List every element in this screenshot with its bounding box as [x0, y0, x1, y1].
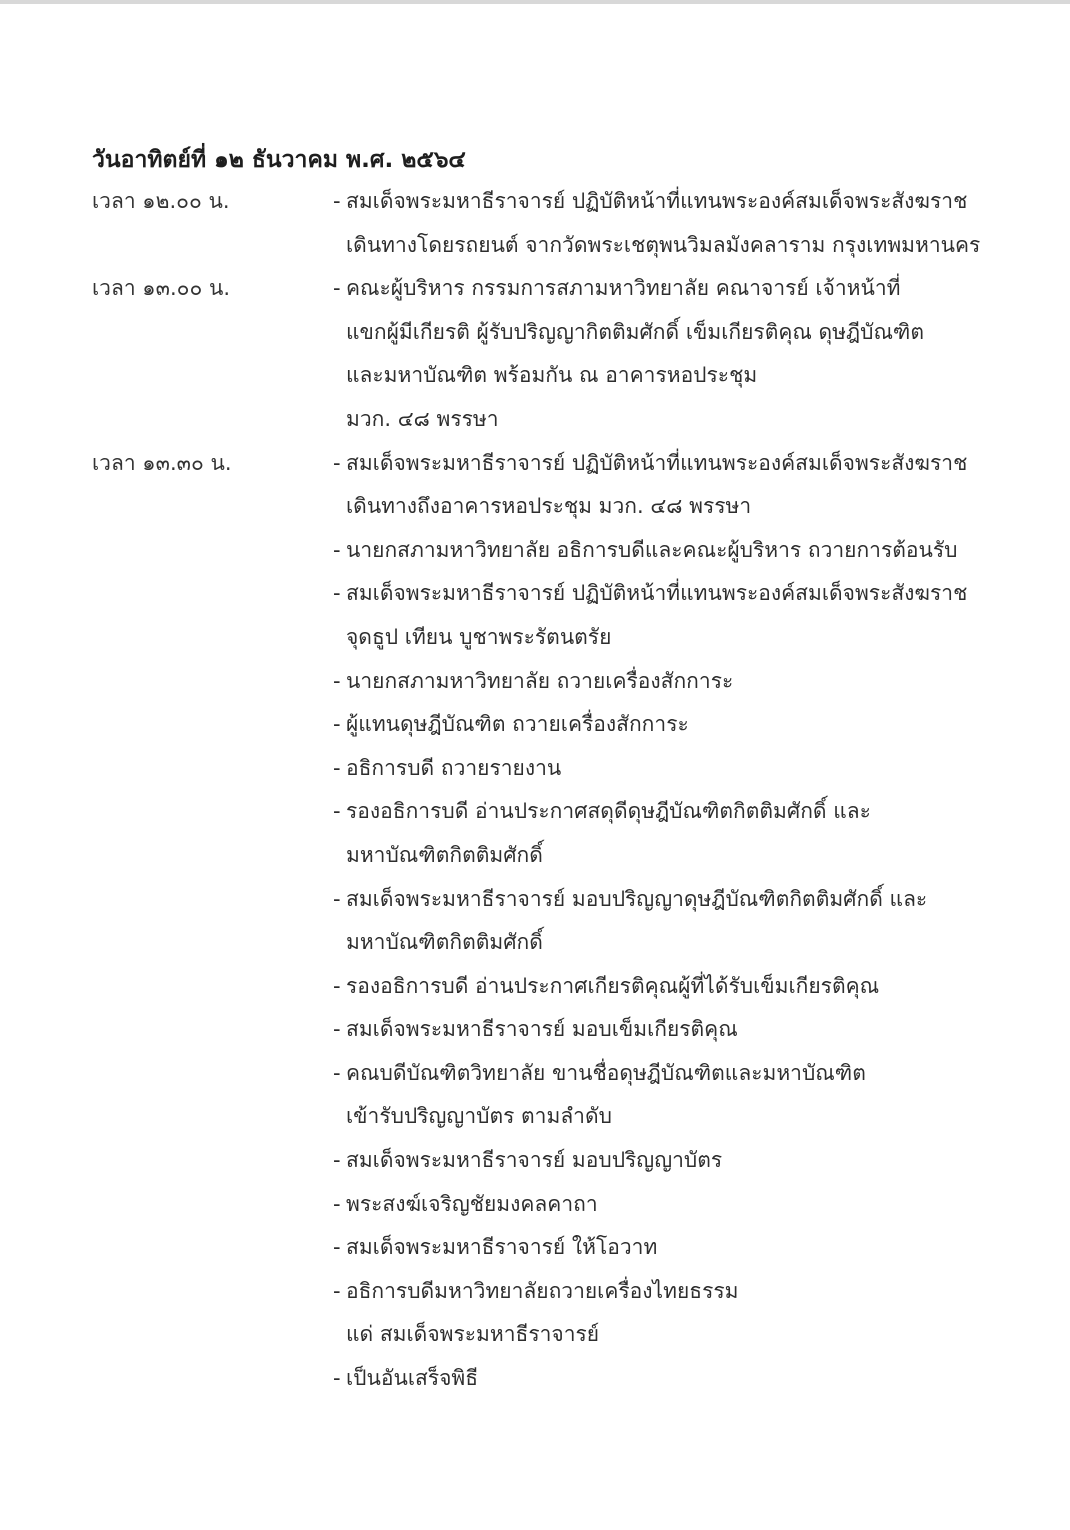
bullet-dash: -	[333, 755, 341, 780]
agenda-item	[333, 1183, 992, 1227]
agenda-item-line: สมเด็จพระมหาธีราจารย์ ให้โอวาท	[346, 1235, 658, 1260]
agenda-item-line: แขกผู้มีเกียรติ ผู้รับปริญญากิตติมศักดิ์ เข็มเกียรติคุณ ดุษฎีบัณฑิต	[346, 319, 924, 344]
bullet-dash: -	[333, 1191, 341, 1216]
bullet-dash: -	[333, 1060, 341, 1085]
agenda-item-line: ผู้แทนดุษฎีบัณฑิต ถวายเครื่องสักการะ	[346, 712, 689, 737]
agenda-item-line: สมเด็จพระมหาธีราจารย์ มอบเข็มเกียรติคุณ	[346, 1017, 738, 1042]
agenda-item	[333, 1139, 992, 1183]
agenda-item	[333, 703, 992, 747]
agenda-item-line: เดินทางถึงอาคารหอประชุม มวก. ๔๘ พรรษา	[346, 494, 752, 519]
agenda-item-line: และมหาบัณฑิต พร้อมกัน ณ อาคารหอประชุม	[346, 363, 758, 388]
bullet-dash: -	[333, 1366, 341, 1391]
agenda-item-line: สมเด็จพระมหาธีราจารย์ ปฏิบัติหน้าที่แทนพระองค์สมเด็จพระสังฆราช	[346, 189, 968, 213]
bullet-dash: -	[333, 1148, 341, 1173]
bullet-dash: -	[333, 886, 341, 911]
time-label: เวลา ๑๒.๐๐ น.	[92, 189, 230, 213]
agenda-item	[333, 878, 992, 965]
agenda-item	[333, 1226, 992, 1270]
agenda-item-line: มหาบัณฑิตกิตติมศักดิ์	[346, 930, 543, 955]
document-heading: วันอาทิตย์ที่ ๑๒ ธันวาคม พ.ศ. ๒๕๖๔	[92, 147, 466, 173]
agenda-item-line: นายกสภามหาวิทยาลัย อธิการบดีและคณะผู้บริหาร ถวายการต้อนรับ	[346, 537, 958, 562]
agenda-item	[333, 1357, 992, 1401]
agenda-item	[333, 1052, 992, 1139]
top-edge-bar	[0, 0, 1070, 4]
bullet-dash: -	[333, 276, 341, 301]
agenda-item-line: รองอธิการบดี อ่านประกาศเกียรติคุณผู้ที่ได้รับเข็มเกียรติคุณ	[346, 973, 880, 998]
agenda-item	[333, 267, 992, 441]
agenda-item-line: อธิการบดี ถวายรายงาน	[346, 755, 562, 780]
bullet-dash: -	[333, 581, 341, 606]
agenda-item-line: จุดธูป เทียน บูชาพระรัตนตรัย	[346, 624, 612, 649]
agenda-item	[333, 1008, 992, 1052]
bullet-dash: -	[333, 712, 341, 737]
bullet-dash: -	[333, 189, 341, 213]
time-label: เวลา ๑๓.๓๐ น.	[92, 450, 232, 475]
bullet-dash: -	[333, 1235, 341, 1260]
bullet-dash: -	[333, 1017, 341, 1042]
agenda-item	[333, 965, 992, 1009]
bullet-dash: -	[333, 1278, 341, 1303]
agenda-item	[333, 790, 992, 877]
agenda-item-line: เป็นอันเสร็จพิธี	[346, 1366, 479, 1391]
agenda-item	[333, 180, 992, 267]
agenda-item-line: สมเด็จพระมหาธีราจารย์ ปฏิบัติหน้าที่แทนพระองค์สมเด็จพระสังฆราช	[346, 450, 968, 475]
agenda-item-line: คณบดีบัณฑิตวิทยาลัย ขานชื่อดุษฎีบัณฑิตและมหาบัณฑิต	[346, 1060, 866, 1085]
agenda-item-line: อธิการบดีมหาวิทยาลัยถวายเครื่องไทยธรรม	[346, 1278, 739, 1303]
agenda-item	[333, 442, 992, 529]
agenda-item-line: คณะผู้บริหาร กรรมการสภามหาวิทยาลัย คณาจารย์ เจ้าหน้าที่	[346, 276, 901, 301]
agenda-items	[333, 267, 992, 441]
agenda-item	[333, 747, 992, 791]
schedule-list	[92, 180, 992, 1401]
agenda-items	[333, 180, 992, 267]
bullet-dash: -	[333, 799, 341, 824]
agenda-item	[333, 660, 992, 704]
agenda-item-line: เดินทางโดยรถยนต์ จากวัดพระเชตุพนวิมลมังคลาราม กรุงเทพมหานคร	[346, 232, 981, 257]
agenda-item-line: นายกสภามหาวิทยาลัย ถวายเครื่องสักการะ	[346, 668, 734, 693]
schedule-slot	[92, 267, 992, 441]
agenda-item-line: มวก. ๔๘ พรรษา	[346, 406, 499, 431]
schedule-document	[92, 140, 992, 1401]
time-label: เวลา ๑๓.๐๐ น.	[92, 276, 231, 301]
agenda-item-line: สมเด็จพระมหาธีราจารย์ มอบปริญญาดุษฎีบัณฑิตกิตติมศักดิ์ และ	[346, 886, 928, 911]
bullet-dash: -	[333, 973, 341, 998]
agenda-item-line: สมเด็จพระมหาธีราจารย์ ปฏิบัติหน้าที่แทนพระองค์สมเด็จพระสังฆราช	[346, 581, 968, 606]
agenda-item	[333, 529, 992, 573]
agenda-item	[333, 572, 992, 659]
agenda-item	[333, 1270, 992, 1357]
agenda-item-line: พระสงฆ์เจริญชัยมงคลคาถา	[346, 1191, 598, 1216]
agenda-item-line: เข้ารับปริญญาบัตร ตามลำดับ	[346, 1104, 612, 1129]
bullet-dash: -	[333, 668, 341, 693]
bullet-dash: -	[333, 537, 341, 562]
agenda-item-line: มหาบัณฑิตกิตติมศักดิ์	[346, 842, 543, 867]
bullet-dash: -	[333, 450, 341, 475]
agenda-item-line: รองอธิการบดี อ่านประกาศสดุดีดุษฎีบัณฑิตกิตติมศักดิ์ และ	[346, 799, 871, 824]
schedule-slot	[92, 180, 992, 267]
agenda-items	[333, 442, 992, 1401]
agenda-item-line: แด่ สมเด็จพระมหาธีราจารย์	[346, 1322, 600, 1347]
agenda-item-line: สมเด็จพระมหาธีราจารย์ มอบปริญญาบัตร	[346, 1148, 723, 1173]
schedule-slot	[92, 442, 992, 1401]
